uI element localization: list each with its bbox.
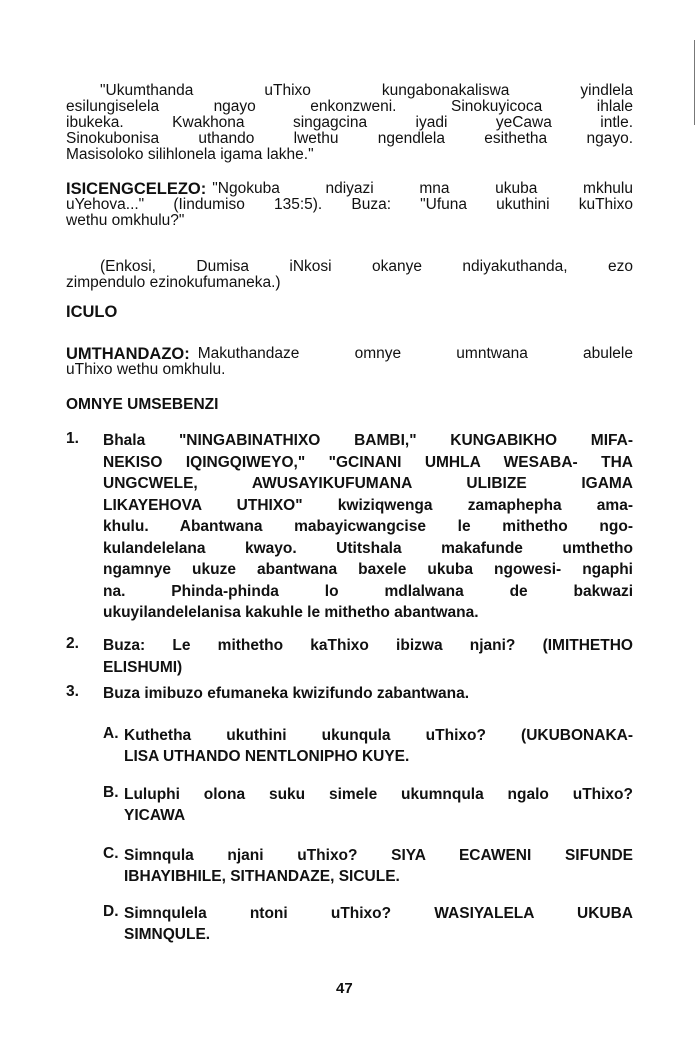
list-item <box>103 635 633 678</box>
subitem-letter: B. <box>103 784 119 801</box>
list-item <box>103 683 633 705</box>
text-line: zimpendulo ezinokufumaneka.) <box>66 274 281 291</box>
text-line: NEKISO IQINGQIWEYO," "GCINANI UMHLA WESABA- THA <box>103 453 633 471</box>
memory-verse-label: ISICENGCELEZO: <box>66 180 207 198</box>
text-line: Bhala "NINGABINATHIXO BAMBI," KUNGABIKHO MIFA- <box>103 432 633 449</box>
text-line: IBHAYIBHILE, SITHANDAZE, SICULE. <box>124 868 400 885</box>
subitem-letter: C. <box>103 845 119 862</box>
sub-list-item <box>124 784 633 826</box>
text-line: LISA UTHANDO NENTLONIPHO KUYE. <box>124 748 410 765</box>
text-line: ngamnye ukuze abantwana baxele ukuba ngowesi- ngaphi <box>103 561 633 578</box>
text-line: Makuthandaze omnye umntwana abulele <box>197 345 633 362</box>
text-line: UNGCWELE, AWUSAYIKUFUMANA ULIBIZE IGAMA <box>103 475 633 492</box>
prayer-label: UMTHANDAZO: <box>66 345 190 363</box>
text-line: Luluphi olona suku simele ukumnqula ngalo uThixo? <box>124 786 633 803</box>
text-line: kulandelelana kwayo. Utitshala makafunde umthetho <box>103 539 633 557</box>
text-line: LIKAYEHOVA UTHIXO" kwiziqwenga zamaphepha ama- <box>103 496 633 514</box>
text-line: YICAWA <box>124 807 186 824</box>
item-number: 2. <box>66 635 79 652</box>
text-line: ukuyilandelelanisa kakuhle le mithetho abantwana. <box>103 604 479 621</box>
sub-list-item <box>124 903 633 945</box>
text-line: Sinokubonisa uthando lwethu ngendlela esithetha ngayo. <box>66 130 633 147</box>
text-line: "Ukumthanda uThixo kungabonakaliswa yindlela <box>100 82 633 99</box>
section-heading-song: ICULO <box>66 303 118 321</box>
text-line: Masisoloko silihlonela igama lakhe." <box>66 146 314 163</box>
section-heading-activity: OMNYE UMSEBENZI <box>66 396 219 413</box>
text-line: (Enkosi, Dumisa iNkosi okanye ndiyakuthanda, ezo <box>100 258 633 275</box>
subitem-letter: A. <box>103 725 119 742</box>
text-line: na. Phinda-phinda lo mdlalwana de bakwazi <box>103 582 633 600</box>
text-line: Simnqula njani uThixo? SIYA ECAWENI SIFUNDE <box>124 847 633 864</box>
text-line: uYehova..." (Iindumiso 135:5). Buza: "Ufuna ukuthini kuThixo <box>66 196 633 213</box>
subitem-letter: D. <box>103 903 119 920</box>
text-line: Buza: Le mithetho kaThixo ibizwa njani? (IMITHETHO <box>103 637 633 654</box>
text-line: SIMNQULE. <box>124 926 211 943</box>
item-number: 3. <box>66 683 79 700</box>
item-number: 1. <box>66 430 79 447</box>
answers-paragraph <box>66 259 633 291</box>
text-line: Buza imibuzo efumaneka kwizifundo zabantwana. <box>103 685 470 702</box>
sub-list-item <box>124 845 633 887</box>
text-line: "Ngokuba ndiyazi mna ukuba mkhulu <box>212 180 633 197</box>
text-line: Kuthetha ukuthini ukunqula uThixo? (UKUBONAKA- <box>124 727 633 744</box>
scan-edge-line <box>694 40 695 125</box>
memory-verse-paragraph <box>66 181 633 229</box>
list-item <box>103 430 633 624</box>
sub-list-item <box>124 725 633 767</box>
text-line: uThixo wethu omkhulu. <box>66 361 226 378</box>
page-number: 47 <box>336 980 353 997</box>
text-line: ibukeka. Kwakhona singagcina iyadi yeCawa intle. <box>66 114 633 131</box>
prayer-paragraph <box>66 346 633 378</box>
text-line: khulu. Abantwana mabayicwangcise le mithetho ngo- <box>103 518 633 535</box>
intro-paragraph <box>66 83 633 163</box>
text-line: esilungiselela ngayo enkonzweni. Sinokuyicoca ihlale <box>66 98 633 115</box>
text-line: ELISHUMI) <box>103 658 183 676</box>
text-line: wethu omkhulu?" <box>66 212 185 229</box>
text-line: Simnqulela ntoni uThixo? WASIYALELA UKUBA <box>124 905 633 922</box>
